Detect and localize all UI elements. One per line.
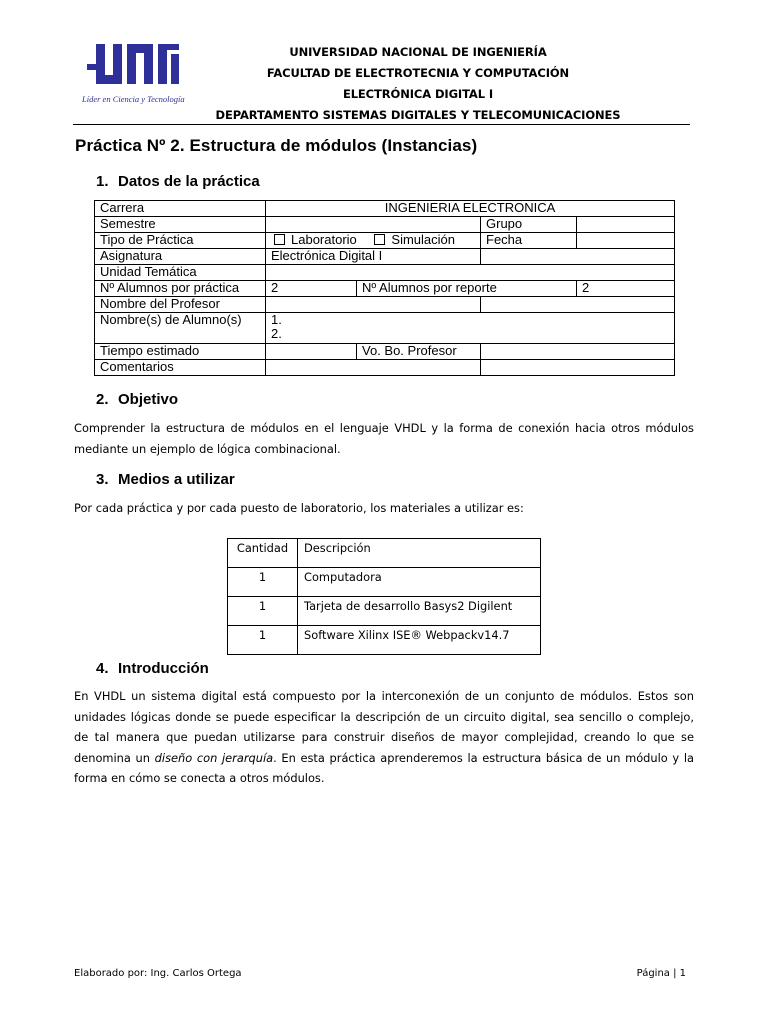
alumno-1: 1. (271, 312, 282, 327)
tipo-label: Tipo de Práctica (95, 233, 266, 249)
table-row (95, 297, 675, 313)
vobo-label: Vo. Bo. Profesor (357, 344, 481, 360)
footer-author: Elaborado por: Ing. Carlos Ortega (74, 968, 242, 979)
unidad-value[interactable] (266, 265, 675, 281)
alumno-2: 2. (271, 326, 282, 341)
column-header-descripcion: Descripción (298, 539, 541, 568)
table-row (228, 626, 541, 655)
table-row (95, 249, 675, 265)
profesor-label: Nombre del Profesor (95, 297, 266, 313)
cantidad-cell: 1 (228, 626, 298, 655)
semestre-value[interactable] (266, 217, 481, 233)
asignatura-extra (481, 249, 675, 265)
section-number: 3. (96, 471, 109, 488)
objetivo-text: Comprender la estructura de módulos en el lenguaje VHDL y la forma de conexión hacia otros módulos mediante un ejemplo de lógica combinacional. (74, 421, 694, 456)
header-university: UNIVERSIDAD NACIONAL DE INGENIERÍA (289, 45, 547, 59)
tiempo-label: Tiempo estimado (95, 344, 266, 360)
section-heading-introduccion (96, 660, 209, 677)
asignatura-label: Asignatura (95, 249, 266, 265)
header-faculty: FACULTAD DE ELECTROTECNIA Y COMPUTACIÓN (266, 66, 570, 80)
table-row (95, 201, 675, 217)
section-number: 4. (96, 660, 109, 677)
table-header-row (228, 539, 541, 568)
descripcion-cell: Software Xilinx ISE® Webpackv14.7 (298, 626, 541, 655)
laboratorio-checkbox[interactable] (274, 234, 285, 245)
fecha-value[interactable] (577, 233, 675, 249)
cantidad-cell: 1 (228, 568, 298, 597)
header-course: ELECTRÓNICA DIGITAL I (342, 87, 494, 101)
table-row (95, 217, 675, 233)
comentarios-label: Comentarios (95, 360, 266, 376)
semestre-label: Semestre (95, 217, 266, 233)
grupo-value[interactable] (577, 217, 675, 233)
laboratorio-label: Laboratorio (291, 232, 357, 247)
header-department: DEPARTAMENTO SISTEMAS DIGITALES Y TELECOMUNICACIONES (215, 108, 621, 122)
table-row (228, 568, 541, 597)
table-row (95, 360, 675, 376)
section-title: Objetivo (118, 391, 179, 408)
introduccion-text-end: . En esta práctica aprenderemos la estructura básica de un módulo y la forma en cómo se conecta a otros módulos. (74, 750, 694, 785)
alumnos-practica-label: Nº Alumnos por práctica (95, 281, 266, 297)
section-number: 1. (96, 173, 109, 190)
asignatura-value: Electrónica Digital I (266, 249, 481, 265)
section-title: Datos de la práctica (118, 173, 260, 190)
table-row (95, 281, 675, 297)
uni-logo (82, 42, 192, 108)
comentarios-value[interactable] (266, 360, 481, 376)
introduccion-text (74, 686, 694, 789)
table-row (228, 597, 541, 626)
grupo-label: Grupo (481, 217, 577, 233)
descripcion-cell: Tarjeta de desarrollo Basys2 Digilent (298, 597, 541, 626)
section-heading-medios (96, 471, 235, 488)
carrera-label: Carrera (95, 201, 266, 217)
carrera-value: INGENIERIA ELECTRONICA (266, 201, 675, 217)
table-row (95, 313, 675, 344)
alumnos-reporte-value: 2 (577, 281, 675, 297)
introduccion-emphasis: diseño con jerarquía (154, 750, 274, 765)
introduccion-text-start: En VHDL un sistema digital está compuesto por la interconexión de un conjunto de módulos. Estos son unidades lógicas donde se puede especificar la descripción de un circuito digital, sea sencillo o complejo, de tal manera que puedan utilizarse para construir diseños de mayor complejidad, creando lo que se denomina un (74, 689, 694, 765)
profesor-extra (481, 297, 675, 313)
descripcion-cell: Computadora (298, 568, 541, 597)
table-row (95, 265, 675, 281)
page-title: Práctica Nº 2. Estructura de módulos (Instancias) (75, 136, 478, 155)
section-heading-objetivo (96, 391, 178, 408)
section-heading-datos (96, 173, 260, 190)
vobo-value[interactable] (481, 344, 675, 360)
simulacion-checkbox[interactable] (374, 234, 385, 245)
simulacion-label: Simulación (391, 232, 455, 247)
alumnos-reporte-label: Nº Alumnos por reporte (357, 281, 577, 297)
alumnos-practica-value: 2 (266, 281, 357, 297)
tipo-options (266, 233, 481, 249)
alumnos-list[interactable] (266, 313, 675, 344)
table-row (95, 233, 675, 249)
logo-tagline: Líder en Ciencia y Tecnología (82, 94, 185, 104)
tiempo-value[interactable] (266, 344, 357, 360)
medios-intro: Por cada práctica y por cada puesto de laboratorio, los materiales a utilizar es: (74, 501, 524, 515)
alumnos-label: Nombre(s) de Alumno(s) (95, 313, 266, 344)
section-title: Medios a utilizar (118, 471, 235, 488)
section-number: 2. (96, 391, 109, 408)
fecha-label: Fecha (481, 233, 577, 249)
comentarios-extra (481, 360, 675, 376)
footer-page-number: Página | 1 (636, 968, 686, 979)
medios-table (227, 538, 541, 655)
datos-table (94, 200, 675, 376)
profesor-value[interactable] (266, 297, 481, 313)
cantidad-cell: 1 (228, 597, 298, 626)
unidad-label: Unidad Temática (95, 265, 266, 281)
column-header-cantidad: Cantidad (228, 539, 298, 568)
header-block (190, 42, 646, 126)
section-title: Introducción (118, 660, 209, 677)
header-divider (73, 124, 690, 125)
table-row (95, 344, 675, 360)
